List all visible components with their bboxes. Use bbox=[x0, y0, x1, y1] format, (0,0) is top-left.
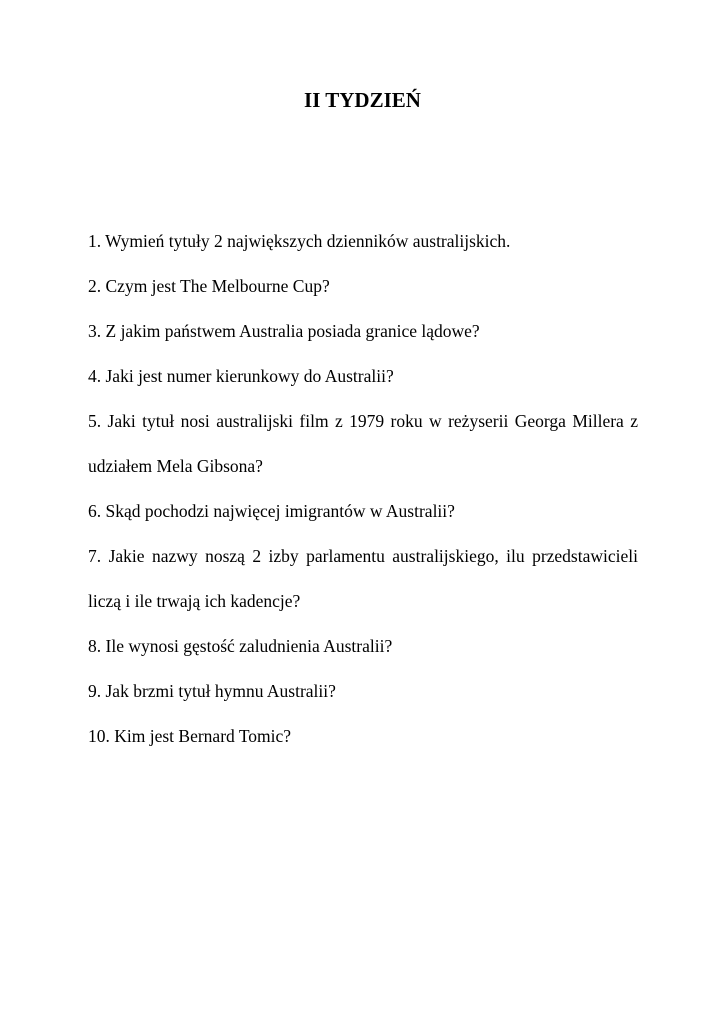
question-4: 4. Jaki jest numer kierunkowy do Australii? bbox=[88, 366, 394, 386]
question-6: 6. Skąd pochodzi najwięcej imigrantów w Australii? bbox=[88, 501, 455, 521]
page-title: II TYDZIEŃ bbox=[304, 88, 421, 112]
question-2: 2. Czym jest The Melbourne Cup? bbox=[88, 276, 330, 296]
question-5: 5. Jaki tytuł nosi australijski film z 1979 roku w reżyserii Georga Millera z udziałem Mela Gibsona? bbox=[88, 411, 638, 476]
question-1: 1. Wymień tytuły 2 największych dzienników australijskich. bbox=[88, 231, 511, 251]
question-list bbox=[88, 219, 638, 759]
question-8: 8. Ile wynosi gęstość zaludnienia Australii? bbox=[88, 636, 393, 656]
question-9: 9. Jak brzmi tytuł hymnu Australii? bbox=[88, 681, 336, 701]
question-10: 10. Kim jest Bernard Tomic? bbox=[88, 726, 292, 746]
question-3: 3. Z jakim państwem Australia posiada granice lądowe? bbox=[88, 321, 480, 341]
question-7: 7. Jakie nazwy noszą 2 izby parlamentu australijskiego, ilu przedstawicieli liczą i ile trwają ich kadencje? bbox=[88, 546, 638, 611]
